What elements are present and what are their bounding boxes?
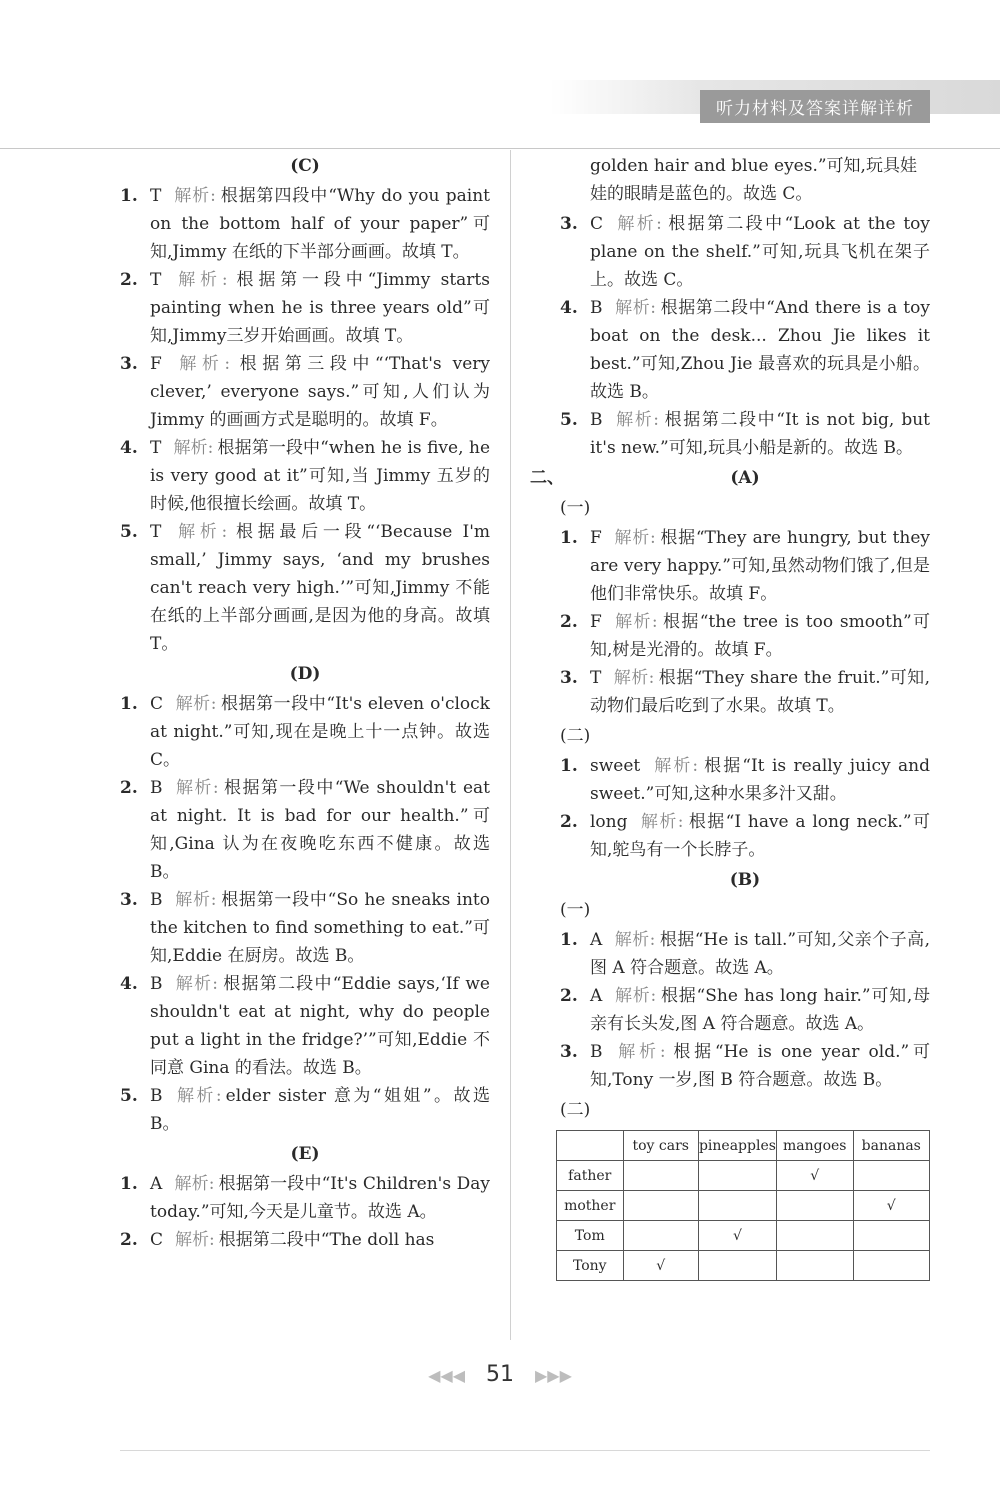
item-explanation: 根据第四段中“Why do you paint on the bottom half of your paper”可知,Jimmy 在纸的下半部分画画。故填 T。 — [150, 186, 490, 262]
subsection-label: (二) — [560, 726, 591, 746]
table-cell — [776, 1191, 853, 1221]
item-number: 3. — [120, 890, 138, 910]
item-number: 1. — [120, 1174, 138, 1194]
part-two-header — [530, 464, 930, 492]
prev-arrows-icon: ◀◀◀ — [428, 1366, 465, 1385]
item-explanation: 根据第二段中“And there is a toy boat on the desk... Zhou Jie likes it best.”可知,Zhou Jie 最喜欢的玩具是小船。故选 B。 — [590, 298, 930, 402]
item-body — [590, 926, 930, 982]
subsection-label: (二) — [560, 1100, 591, 1120]
answer-item — [120, 1082, 490, 1138]
subsection-label: (一) — [560, 900, 591, 920]
item-tag: 解析: — [173, 522, 228, 542]
item-explanation: elder sister 意为“姐姐”。故选 B。 — [150, 1086, 490, 1134]
answer-item — [120, 350, 490, 434]
item-body — [590, 664, 930, 720]
item-answer: F — [590, 612, 602, 632]
answer-item — [120, 690, 490, 774]
item-answer: T — [150, 270, 162, 290]
item-number: 5. — [560, 410, 578, 430]
table-row-label: Tom — [557, 1221, 624, 1251]
item-explanation: 根据第一段中“We shouldn't eat at night. It is bad for our health.”可知,Gina 认为在夜晚吃东西不健康。故选 B。 — [150, 778, 490, 882]
item-body — [150, 434, 490, 518]
section-title-a: (A) — [730, 468, 760, 488]
item-number: 4. — [120, 438, 138, 458]
item-number: 1. — [560, 528, 578, 548]
item-answer: A — [150, 1174, 163, 1194]
item-tag: 解析: — [614, 1042, 666, 1062]
table-header-cell: toy cars — [623, 1131, 698, 1161]
footer-divider — [120, 1450, 930, 1451]
item-body — [590, 524, 930, 608]
table-cell — [853, 1251, 929, 1281]
table-cell — [853, 1221, 929, 1251]
item-number: 3. — [120, 354, 138, 374]
answer-item — [120, 970, 490, 1082]
item-tag: 解析: — [174, 974, 218, 994]
item-explanation: 根据“It is really juicy and sweet.”可知,这种水果多汁又甜。 — [590, 756, 930, 804]
page-footer — [0, 1362, 1000, 1387]
item-body — [150, 182, 490, 266]
answer-item — [120, 518, 490, 658]
item-tag: 解析: — [174, 778, 219, 798]
table-header-cell: mangoes — [776, 1131, 853, 1161]
subsection-label: (一) — [560, 498, 591, 518]
answer-item — [120, 886, 490, 970]
item-number: 2. — [560, 612, 578, 632]
table-row — [557, 1251, 930, 1281]
item-tag: 解析: — [173, 438, 214, 458]
item-explanation: 根据第二段中“Look at the toy plane on the shelf.”可知,玩具飞机在架子上。故选 C。 — [590, 214, 930, 290]
answer-item — [560, 752, 930, 808]
answer-item — [560, 808, 930, 864]
answer-item — [560, 294, 930, 406]
item-explanation: 根据第一段中“It's Children's Day today.”可知,今天是儿童节。故选 A。 — [150, 1174, 490, 1222]
table-cell — [698, 1191, 776, 1221]
item-body — [590, 1038, 930, 1094]
item-number: 4. — [560, 298, 578, 318]
item-answer: A — [590, 986, 603, 1006]
item-explanation: 根据第二段中“The doll has — [218, 1230, 435, 1250]
column-divider — [510, 150, 511, 1340]
item-answer: B — [590, 1042, 603, 1062]
item-tag: 解析: — [614, 986, 657, 1006]
answer-item — [120, 1170, 490, 1226]
item-explanation: 根据第三段中“‘That's very clever,’ everyone says.”可知,人们认为 Jimmy 的画画方式是聪明的。故填 F。 — [150, 354, 490, 430]
item-tag: 解析: — [613, 668, 655, 688]
table-cell — [698, 1161, 776, 1191]
item-body — [150, 970, 490, 1082]
item-body — [150, 350, 490, 434]
item-number: 2. — [120, 778, 138, 798]
table-cell — [623, 1221, 698, 1251]
item-answer: C — [590, 214, 604, 234]
item-number: 2. — [560, 812, 578, 832]
item-answer: long — [590, 812, 628, 832]
item-tag: 解析: — [174, 890, 217, 910]
item-explanation: 根据“the tree is too smooth”可知,树是光滑的。故填 F。 — [590, 612, 930, 660]
item-tag: 解析: — [614, 410, 660, 430]
table-cell: √ — [776, 1161, 853, 1191]
item-explanation: 根据“She has long hair.”可知,母亲有长头发,图 A 符合题意。故选 A。 — [590, 986, 930, 1034]
table-cell — [776, 1221, 853, 1251]
item-tag: 解析: — [173, 186, 216, 206]
item-explanation: 根据第一段中“when he is five, he is very good at it”可知,当 Jimmy 五岁的时候,他很擅长绘画。故填 T。 — [150, 438, 490, 514]
item-explanation: 根据“They are hungry, but they are very happy.”可知,虽然动物们饿了,但是他们非常快乐。故填 F。 — [590, 528, 931, 604]
table-row-label: mother — [557, 1191, 624, 1221]
table-row — [557, 1161, 930, 1191]
item-body — [590, 608, 930, 664]
answer-item — [120, 434, 490, 518]
item-number: 3. — [560, 1042, 578, 1062]
item-number: 3. — [560, 668, 578, 688]
item-body — [590, 210, 930, 294]
table-cell: √ — [853, 1191, 929, 1221]
item-answer: C — [150, 694, 164, 714]
item-body — [590, 752, 930, 808]
answer-item — [560, 664, 930, 720]
left-column — [120, 150, 490, 1254]
item-answer: A — [590, 930, 603, 950]
item-body — [150, 1226, 490, 1254]
item-body — [150, 774, 490, 886]
table-cell — [853, 1161, 929, 1191]
answer-item — [120, 266, 490, 350]
item-tag: 解析: — [175, 1230, 215, 1250]
answer-item — [560, 210, 930, 294]
item-explanation: 根据第一段中“Jimmy starts painting when he is three years old”可知,Jimmy三岁开始画画。故填 T。 — [150, 270, 490, 346]
table-cell — [776, 1251, 853, 1281]
answer-item — [560, 926, 930, 982]
item-number: 1. — [120, 694, 138, 714]
item-answer: T — [150, 522, 162, 542]
item-tag: 解析: — [175, 694, 217, 714]
answer-item — [560, 524, 930, 608]
section-title: (C) — [290, 156, 320, 176]
item-body — [590, 294, 930, 406]
item-answer: T — [150, 438, 162, 458]
item-tag: 解析: — [174, 1174, 215, 1194]
item-body — [150, 1082, 490, 1138]
header-divider — [0, 148, 1000, 149]
next-arrows-icon: ▶▶▶ — [535, 1366, 572, 1385]
item-body — [590, 406, 930, 462]
section-title-b: (B) — [729, 870, 761, 890]
item-number: 3. — [560, 214, 578, 234]
item-number: 1. — [560, 756, 578, 776]
item-tag: 解析: — [614, 298, 657, 318]
table-cell — [623, 1161, 698, 1191]
continued-text: golden hair and blue eyes.”可知,玩具娃娃的眼睛是蓝色的。故选 C。 — [590, 156, 917, 204]
item-tag: 解析: — [615, 214, 662, 234]
item-number: 5. — [120, 522, 138, 542]
item-number: 2. — [120, 1230, 138, 1250]
answer-item — [560, 406, 930, 462]
item-answer: T — [590, 668, 602, 688]
item-tag: 解析: — [613, 612, 658, 632]
item-explanation: 根据第二段中“Eddie says,‘If we shouldn't eat at night, why do people put a light in the fridge?’”可知,Eddie 不同意 Gina 的看法。故选 B。 — [150, 974, 490, 1078]
item-number: 1. — [120, 186, 138, 206]
item-body — [150, 690, 490, 774]
header-title: 听力材料及答案详解详析 — [700, 90, 930, 123]
item-answer: B — [150, 974, 163, 994]
item-tag: 解析: — [173, 270, 228, 290]
item-number: 1. — [560, 930, 578, 950]
answer-item — [120, 182, 490, 266]
item-explanation: 根据“He is tall.”可知,父亲个子高,图 A 符合题意。故选 A。 — [590, 930, 930, 978]
section-title: (D) — [289, 664, 321, 684]
answer-item — [560, 1038, 930, 1094]
right-column — [530, 150, 931, 1281]
item-body — [150, 518, 490, 658]
item-number: 5. — [120, 1086, 138, 1106]
table-header-cell: pineapples — [698, 1131, 776, 1161]
item-answer: sweet — [590, 756, 641, 776]
item-body — [150, 886, 490, 970]
item-answer: B — [150, 890, 163, 910]
item-tag: 解析: — [652, 756, 699, 776]
item-body — [150, 266, 490, 350]
item-explanation: 根据“I have a long neck.”可知,鸵鸟有一个长脖子。 — [590, 812, 930, 860]
item-explanation: 根据第一段中“So he sneaks into the kitchen to find something to eat.”可知,Eddie 在厨房。故选 B。 — [150, 890, 490, 966]
item-explanation: 根据最后一段“‘Because I'm small,’ Jimmy says, ‘and my brushes can't reach very high.’”可知,Jimmy 不能在纸的上半部分画画,是因为他的身高。故填 T。 — [150, 522, 490, 654]
item-answer: B — [590, 410, 603, 430]
item-explanation: 根据“They share the fruit.”可知,动物们最后吃到了水果。故填 T。 — [590, 668, 931, 716]
item-answer: T — [150, 186, 162, 206]
item-answer: B — [150, 778, 163, 798]
table-header-cell — [557, 1131, 624, 1161]
item-answer: C — [150, 1230, 164, 1250]
table-header-cell: bananas — [853, 1131, 929, 1161]
item-tag: 解析: — [173, 354, 231, 374]
answer-item — [120, 774, 490, 886]
answer-item — [560, 608, 930, 664]
table-row-label: father — [557, 1161, 624, 1191]
table-cell — [623, 1191, 698, 1221]
item-answer: F — [150, 354, 162, 374]
item-tag: 解析: — [614, 930, 656, 950]
table-cell: √ — [623, 1251, 698, 1281]
item-tag: 解析: — [639, 812, 684, 832]
item-tag: 解析: — [613, 528, 656, 548]
table-cell — [698, 1251, 776, 1281]
table-row — [557, 1191, 930, 1221]
part-two-label: 二、 — [530, 468, 564, 488]
item-answer: F — [590, 528, 602, 548]
answer-item — [560, 982, 930, 1038]
table-row-label: Tony — [557, 1251, 624, 1281]
page-number: 51 — [486, 1362, 514, 1387]
item-explanation: 根据第一段中“It's eleven o'clock at night.”可知,现在是晚上十一点钟。故选 C。 — [150, 694, 490, 770]
item-number: 2. — [560, 986, 578, 1006]
item-answer: B — [590, 298, 603, 318]
item-body — [590, 808, 930, 864]
table-cell: √ — [698, 1221, 776, 1251]
item-tag: 解析: — [174, 1086, 222, 1106]
answer-table — [556, 1130, 930, 1281]
item-body — [590, 982, 930, 1038]
item-answer: B — [150, 1086, 163, 1106]
section-title: (E) — [290, 1144, 320, 1164]
item-number: 4. — [120, 974, 138, 994]
table-row — [557, 1221, 930, 1251]
item-body — [150, 1170, 490, 1226]
item-explanation: 根据“He is one year old.”可知,Tony 一岁,图 B 符合题意。故选 B。 — [590, 1042, 930, 1090]
answer-item — [120, 1226, 490, 1254]
item-explanation: 根据第二段中“It is not big, but it's new.”可知,玩具小船是新的。故选 B。 — [590, 410, 930, 458]
item-number: 2. — [120, 270, 138, 290]
